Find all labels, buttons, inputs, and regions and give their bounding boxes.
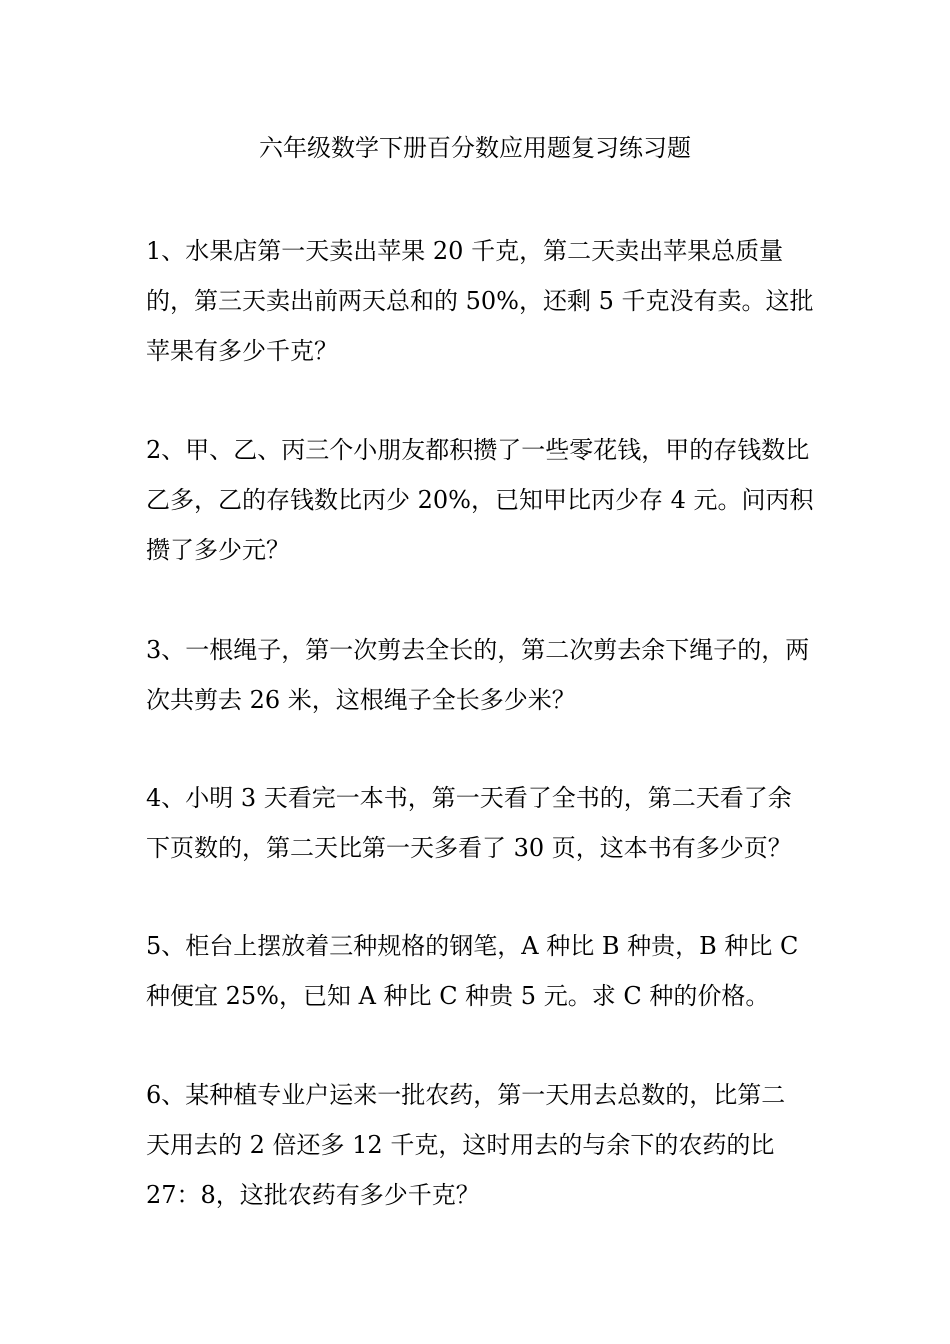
question-5 bbox=[146, 921, 816, 1021]
question-5-line-1: 5、柜台上摆放着三种规格的钢笔，A 种比 B 种贵，B 种比 C bbox=[146, 932, 799, 960]
question-6-line-3: 27：8，这批农药有多少千克？ bbox=[146, 1181, 480, 1209]
question-1-line-3: 苹果有多少千克？ bbox=[146, 337, 338, 365]
question-3 bbox=[146, 625, 816, 725]
question-6-line-1: 6、某种植专业户运来一批农药，第一天用去总数的，比第二 bbox=[146, 1081, 786, 1109]
question-2-line-1: 2、甲、乙、丙三个小朋友都积攒了一些零花钱，甲的存钱数比 bbox=[146, 436, 810, 464]
question-6 bbox=[146, 1070, 816, 1220]
question-3-line-2: 次共剪去 26 米，这根绳子全长多少米？ bbox=[146, 686, 576, 714]
document-title: 六年级数学下册百分数应用题复习练习题 bbox=[259, 134, 691, 162]
question-3-line-1: 3、一根绳子，第一次剪去全长的，第二次剪去余下绳子的，两 bbox=[146, 636, 810, 664]
question-2-line-2: 乙多，乙的存钱数比丙少 20%，已知甲比丙少存 4 元。问丙积 bbox=[146, 486, 814, 514]
question-4-line-2: 下页数的，第二天比第一天多看了 30 页，这本书有多少页？ bbox=[146, 834, 792, 862]
question-6-line-2: 天用去的 2 倍还多 12 千克，这时用去的与余下的农药的比 bbox=[146, 1131, 775, 1159]
question-1-line-2: 的，第三天卖出前两天总和的 50%，还剩 5 千克没有卖。这批 bbox=[146, 287, 814, 315]
question-4-line-1: 4、小明 3 天看完一本书，第一天看了全书的，第二天看了余 bbox=[146, 784, 792, 812]
question-4 bbox=[146, 773, 816, 873]
question-1-line-1: 1、水果店第一天卖出苹果 20 千克，第二天卖出苹果总质量 bbox=[146, 237, 784, 265]
question-2-line-3: 攒了多少元？ bbox=[146, 536, 290, 564]
question-5-line-2: 种便宜 25%，已知 A 种比 C 种贵 5 元。求 C 种的价格。 bbox=[146, 982, 770, 1010]
question-2 bbox=[146, 425, 816, 575]
question-1 bbox=[146, 226, 816, 376]
